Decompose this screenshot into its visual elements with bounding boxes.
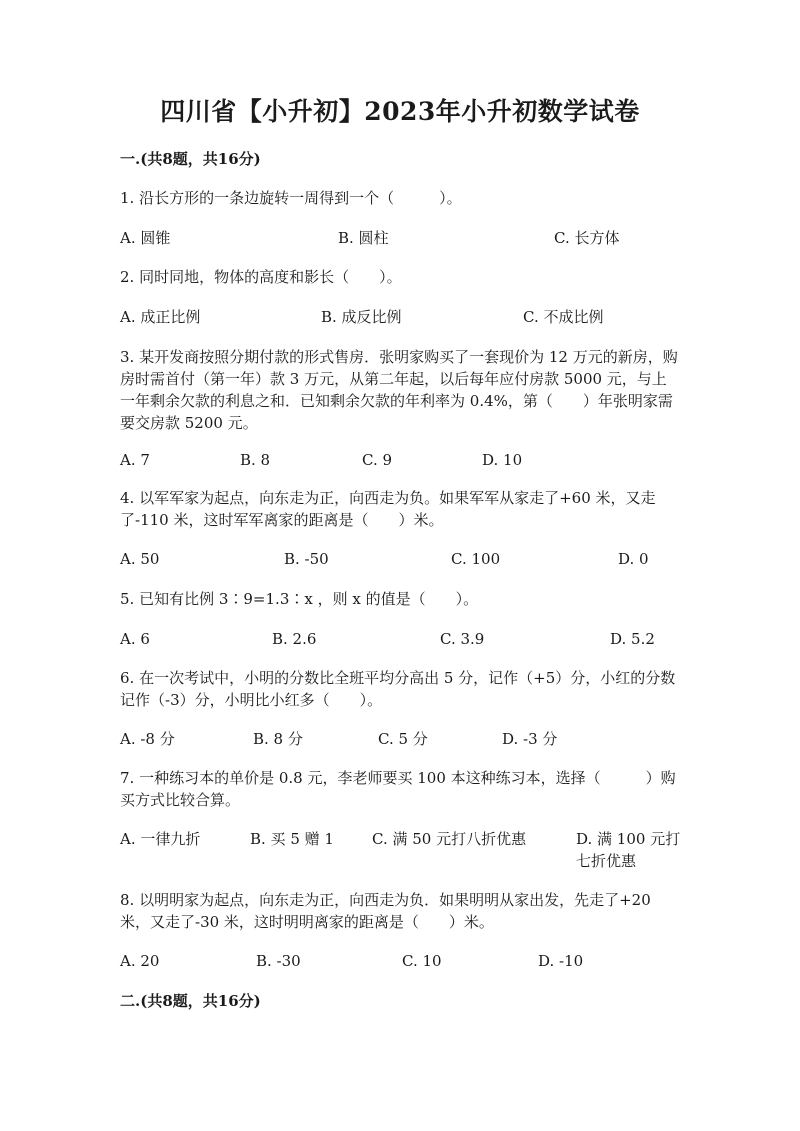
option-7c: C. 满 50 元打八折优惠 bbox=[372, 830, 527, 848]
option-8a: A. 20 bbox=[120, 952, 160, 970]
options-3 bbox=[120, 449, 680, 471]
option-8b: B. -30 bbox=[256, 952, 301, 970]
option-1a: A. 圆锥 bbox=[120, 229, 171, 247]
option-8c: C. 10 bbox=[402, 952, 442, 970]
option-8d: D. -10 bbox=[538, 952, 584, 970]
section-heading-2: 二.(共8题，共16分) bbox=[120, 992, 261, 1010]
option-5b: B. 2.6 bbox=[272, 630, 317, 648]
option-7a: A. 一律九折 bbox=[120, 830, 201, 848]
option-5d: D. 5.2 bbox=[610, 630, 655, 648]
option-2b: B. 成反比例 bbox=[321, 308, 402, 326]
question-2: 2. 同时同地，物体的高度和影长（ ）。 bbox=[120, 268, 402, 286]
question-7: 7. 一种练习本的单价是 0.8 元，李老师要买 100 本这种练习本，选择（ ）购买方式比较合算。 bbox=[120, 769, 676, 809]
section-heading-1: 一.(共8题，共16分) bbox=[120, 150, 261, 168]
option-6b: B. 8 分 bbox=[253, 730, 303, 748]
question-4: 4. 以军军家为起点，向东走为正，向西走为负。如果军军从家走了+60 米，又走了-110 米，这时军军离家的距离是（ ）米。 bbox=[120, 489, 656, 529]
question-6: 6. 在一次考试中，小明的分数比全班平均分高出 5 分，记作（+5）分，小红的分数记作（-3）分，小明比小红多（ ）。 bbox=[120, 669, 676, 709]
option-3d: D. 10 bbox=[482, 451, 523, 469]
option-1b: B. 圆柱 bbox=[338, 229, 389, 247]
option-3b: B. 8 bbox=[240, 451, 271, 469]
option-4b: B. -50 bbox=[284, 550, 329, 568]
option-2c: C. 不成比例 bbox=[523, 308, 604, 326]
question-1: 1. 沿长方形的一条边旋转一周得到一个（ ）。 bbox=[120, 189, 462, 207]
option-6a: A. -8 分 bbox=[120, 730, 175, 748]
page-title: 四川省【小升初】2023年小升初数学试卷 bbox=[160, 97, 640, 126]
option-5a: A. 6 bbox=[120, 630, 150, 648]
option-6d: D. -3 分 bbox=[502, 730, 558, 748]
option-1c: C. 长方体 bbox=[554, 229, 620, 247]
option-5c: C. 3.9 bbox=[440, 630, 485, 648]
question-3: 3. 某开发商按照分期付款的形式售房．张明家购买了一套现价为 12 万元的新房，购房时需首付（第一年）款 3 万元，从第二年起，以后每年应付房款 5000 元，与上一年剩余欠款的利息之和．已知剩余欠款的年利率为 0.4%，第（ ）年张明家需要交房款 5200 元。 bbox=[120, 348, 678, 432]
question-8: 8. 以明明家为起点，向东走为正，向西走为负．如果明明从家出发，先走了+20 米，又走了-30 米，这时明明离家的距离是（ ）米。 bbox=[120, 891, 651, 931]
options-4 bbox=[120, 548, 680, 570]
option-4d: D. 0 bbox=[618, 550, 649, 568]
options-6 bbox=[120, 728, 680, 750]
option-3c: C. 9 bbox=[362, 451, 393, 469]
option-6c: C. 5 分 bbox=[378, 730, 428, 748]
option-2a: A. 成正比例 bbox=[120, 308, 201, 326]
option-3a: A. 7 bbox=[120, 451, 150, 469]
options-8 bbox=[120, 950, 680, 972]
option-7d: D. 满 100 元打七折优惠 bbox=[576, 830, 681, 870]
option-7b: B. 买 5 赠 1 bbox=[250, 830, 334, 848]
question-5: 5. 已知有比例 3∶9=1.3∶x ，则 x 的值是（ ）。 bbox=[120, 590, 479, 608]
option-4c: C. 100 bbox=[451, 550, 501, 568]
option-4a: A. 50 bbox=[120, 550, 160, 568]
options-1 bbox=[120, 227, 680, 249]
options-5 bbox=[120, 628, 680, 650]
options-2 bbox=[120, 306, 680, 328]
